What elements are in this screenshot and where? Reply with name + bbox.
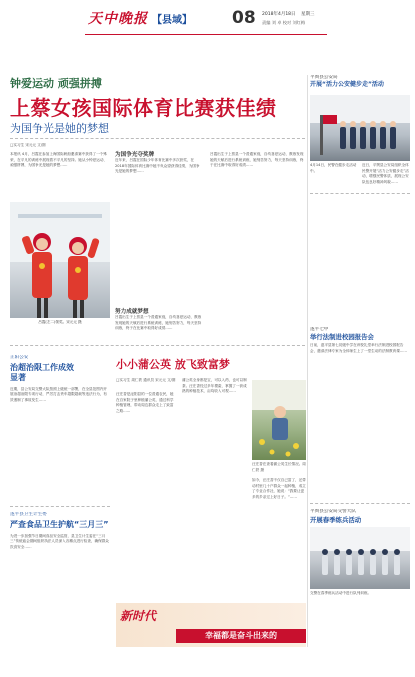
lead-subhead-1: 为国争光夺奖牌 [115, 152, 155, 158]
bottom-banner [116, 603, 306, 647]
left-divider [10, 506, 110, 507]
page-number: 08 [232, 8, 256, 28]
lead-col2: 近年来，吕霞在国际少年体育比赛中多次获奖，在2018年国际体育比赛中她不负众望获得佳绩，为国争光是她的梦想…… [115, 158, 200, 174]
banner-slogan: 幸福都是奋斗出来的 [205, 631, 277, 640]
right-item-2-title: 举行法制进校园报告会 [310, 333, 374, 341]
lead-col3: 吕霞出生于上蔡县一个普通家庭，自幼喜爱运动，教练发现她的天赋后进行系统训练，她刻苦努力，每天坚持训练，终于在比赛中取得好成绩…… [210, 152, 304, 168]
feature-col2: 蒲公英全身都是宝，可以入药，也可以制茶。汪庄香经过多年摸索，掌握了一套成熟的种植技术，亩均收入可观…… [182, 378, 247, 394]
feature-headline: 小小蒲公英 放飞致富梦 [116, 358, 230, 371]
right-item-3-caption: 交警在春季练兵活动中进行队列训练。 [310, 591, 372, 595]
masthead-logo: 天中晚报 [88, 11, 148, 27]
traffic-police-drill-illustration [310, 527, 410, 589]
lead-col2b: 吕霞出生于上蔡县一个普通家庭，自幼喜爱运动，教练发现她的天赋后进行系统训练，她刻苦努力，每天坚持训练，终于在比赛中取得好成绩…… [115, 315, 202, 331]
left-item-1-byline: 正阳公安 [10, 355, 29, 360]
lead-subhead-2: 努力成就梦想 [115, 309, 149, 315]
feature-col1: 汪庄香是泌阳县的一位普通农民，她在自家院子里种植蒲公英，通过科学种植管理，带动周边群众走上了致富之路…… [116, 392, 174, 413]
police-walk-illustration [310, 95, 410, 161]
feature-byline: □实习生 周仁铁 通讯员 宋元元 文/图 [116, 378, 176, 382]
left-item-2-title: 严查食品卫生护航“三月三” [10, 519, 109, 529]
right-item-3-org: 平舆县公安局交警大队 [310, 509, 356, 514]
left-item-1-body: 近期，县公安局交警大队按照上级统一部署，在全县范围内开展治超治限专项行动，严厉打击货车超限超载等违法行为，有效遏制了事故发生…… [10, 386, 108, 402]
right-divider-1 [310, 193, 410, 194]
section-label: 【县域】 [152, 15, 192, 26]
banner-strip [176, 629, 306, 643]
feature-photo [252, 380, 306, 460]
left-item-1-title: 治超治限工作成效显著 [10, 362, 74, 382]
right-item-2-org: 遂平七中 [310, 327, 329, 332]
right-item-3-photo [310, 527, 410, 589]
left-item-2 [10, 512, 110, 622]
masthead [0, 0, 415, 48]
right-item-1-body: 近日，平舆县公安局组织全体民警开展“活力公安健步走”活动，增强民警体质，展现公安队伍良好精神风貌…… [362, 163, 409, 184]
dandelion-field-illustration [252, 380, 306, 460]
right-item-1-photo [310, 95, 410, 161]
feature-col3: 如今，汪庄香不仅自己富了，还带动村里几十户群众一起种植，成立了专业合作社，她说：“我要让更多的乡亲过上好日子。”…… [252, 478, 306, 499]
date-text: 2018年4月18日 [262, 12, 296, 17]
lead-photo-caption: 吕霞(左二)领奖。宋元元 摄 [38, 320, 82, 324]
lead-headline: 上蔡女孩国际体育比赛获佳绩 [10, 96, 277, 120]
lead-col1: 本报讯 4月，吕霞在参加上海国际帆船邀请赛中获得了一个殊荣，在平凡的训练中展现着不平凡的坚持。她从小钟爱运动、顽强拼搏，为国争光是她的梦想…… [10, 152, 108, 168]
right-item-1-caption: 4月14日，民警在健步走活动中。 [310, 163, 357, 173]
right-item-3-title: 开展春季练兵活动 [310, 516, 362, 524]
right-column [310, 75, 410, 645]
lead-photo [10, 202, 110, 318]
mid-divider [10, 345, 305, 346]
lead-divider [10, 138, 305, 139]
masthead-rule [85, 34, 327, 35]
right-item-1-org: 平舆县公安局 [310, 75, 338, 80]
banner-label: 新时代 [120, 609, 157, 623]
issue-date [262, 11, 314, 17]
lead-byline: □实习生 宋元元 文/图 [10, 143, 46, 147]
editors-line: 责编 刘 卓 校对 刘红梅 [262, 20, 306, 25]
weekday-text: 星期三 [300, 12, 315, 17]
left-item-2-byline: 遂平县卫生计生委 [10, 512, 47, 517]
right-divider-2 [310, 503, 410, 504]
right-item-2-body: 日前，遂平县第七初级中学在该校礼堂举行法制进校园报告会，邀请法律专家为全体师生上了一堂生动的法制教育课…… [310, 343, 408, 353]
lead-kicker: 钟爱运动 顽强拼搏 [10, 77, 102, 90]
left-item-1 [10, 355, 110, 503]
column-rule [307, 75, 308, 647]
girl-athletes-illustration [10, 202, 110, 318]
feature-photo-caption: 汪庄香在查看蒲公英生长情况。周仁铁 摄 [252, 462, 306, 472]
lead-subhead: 为国争光是她的梦想 [10, 122, 109, 135]
right-item-1-title: 开展“活力公安健步走”活动 [310, 80, 384, 88]
left-item-2-body: 为进一步加强节日期间食品安全监管，县卫生计生委在“三月三”传统庙会期间组织执法人员深入各摊点进行检查，确保群众饮食安全…… [10, 533, 109, 549]
